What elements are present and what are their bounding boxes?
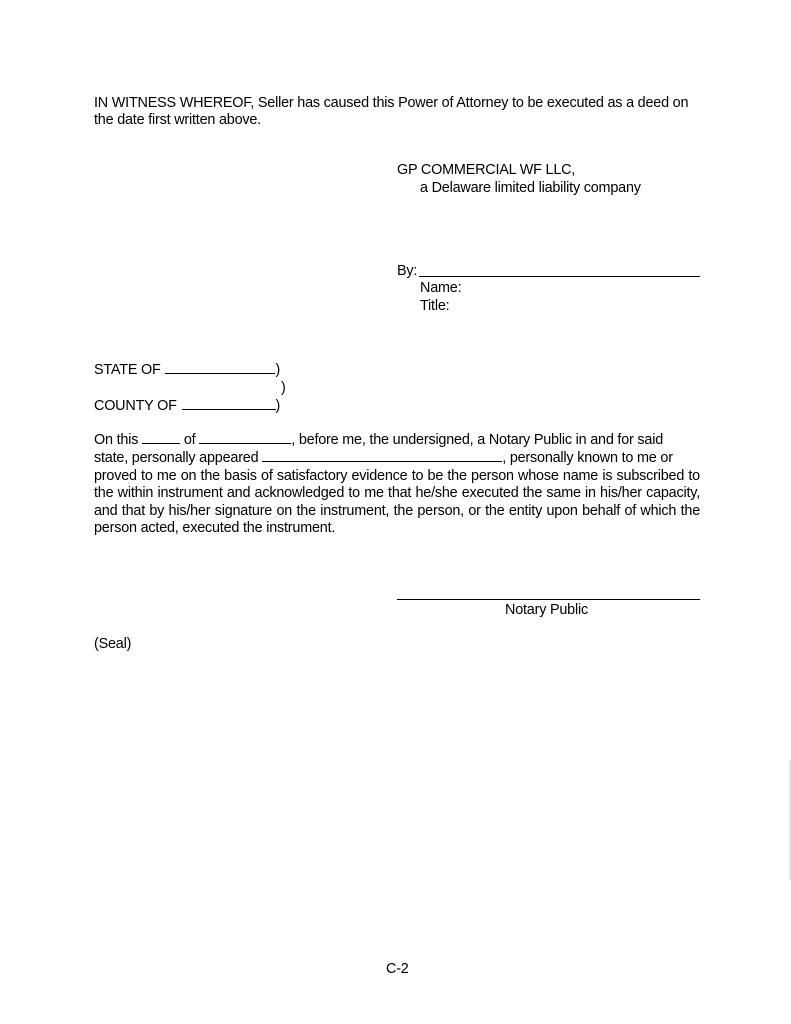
county-label: COUNTY OF bbox=[94, 398, 177, 414]
witness-text: IN WITNESS WHEREOF, Seller has caused this Power of Attorney to be executed as a deed on the date first written above. bbox=[94, 95, 689, 129]
county-blank[interactable] bbox=[182, 397, 276, 410]
notary-signature-line[interactable] bbox=[397, 599, 700, 600]
acknowledgment-paragraph bbox=[94, 431, 700, 537]
entity-name: GP COMMERCIAL WF LLC, bbox=[397, 162, 576, 178]
page-number: C-2 bbox=[386, 961, 409, 977]
by-signature-line[interactable] bbox=[419, 276, 700, 277]
appeared-name-blank[interactable] bbox=[262, 449, 502, 462]
county-paren: ) bbox=[275, 398, 281, 414]
venue-middle-paren: ) bbox=[281, 380, 286, 396]
month-blank[interactable] bbox=[199, 431, 291, 444]
state-label: STATE OF bbox=[94, 362, 161, 378]
state-paren: ) bbox=[275, 362, 281, 378]
witness-paragraph bbox=[94, 95, 700, 130]
state-line bbox=[94, 361, 280, 379]
by-label: By: bbox=[397, 263, 418, 279]
title-label: Title: bbox=[420, 298, 450, 314]
ack-line-1: On this of , before me, the undersigned, a Notary Public in and for said bbox=[94, 432, 664, 448]
county-line bbox=[94, 397, 280, 415]
seal-label: (Seal) bbox=[94, 636, 132, 652]
entity-description: a Delaware limited liability company bbox=[420, 180, 641, 196]
name-label: Name: bbox=[420, 280, 462, 296]
day-blank[interactable] bbox=[142, 431, 180, 444]
ack-line-2: state, personally appeared , personally known to me or bbox=[94, 450, 673, 467]
state-blank[interactable] bbox=[165, 361, 275, 374]
notary-public-label: Notary Public bbox=[505, 602, 588, 618]
ack-body: proved to me on the basis of satisfactory evidence to be the person whose name is subscribed to the within instrument and acknowledged to me that he/she executed the same in his/her capacity, and that by his/her signature on the instrument, the person, or the entity upon behalf of which the person acted, executed the instrument. bbox=[94, 467, 700, 537]
